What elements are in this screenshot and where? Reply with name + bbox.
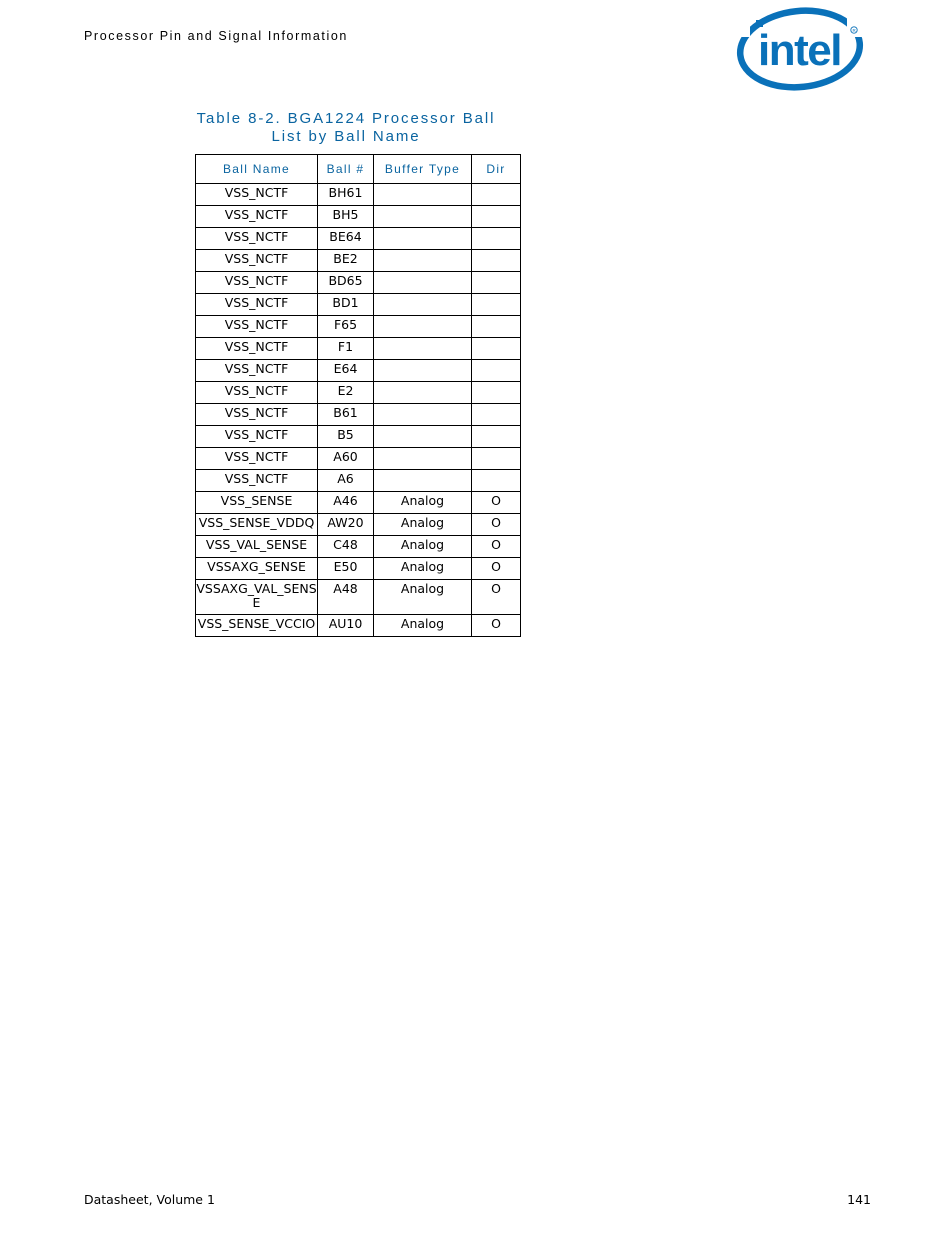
column-header-dir: Dir xyxy=(472,155,521,184)
cell-ball-number: AU10 xyxy=(318,615,374,637)
cell-dir: O xyxy=(472,558,521,580)
cell-dir xyxy=(472,404,521,426)
cell-dir: O xyxy=(472,492,521,514)
table-row xyxy=(196,294,521,316)
cell-ball-number: F1 xyxy=(318,338,374,360)
cell-ball-name: VSSAXG_SENSE xyxy=(196,558,318,580)
cell-ball-name: VSS_NCTF xyxy=(196,316,318,338)
table-caption xyxy=(195,110,497,146)
cell-ball-name: VSS_NCTF xyxy=(196,404,318,426)
table-row xyxy=(196,426,521,448)
cell-dir xyxy=(472,316,521,338)
cell-buffer-type: Analog xyxy=(374,536,472,558)
cell-ball-name: VSS_NCTF xyxy=(196,382,318,404)
cell-ball-number: BD1 xyxy=(318,294,374,316)
cell-ball-name: VSS_NCTF xyxy=(196,338,318,360)
column-header-ball-number: Ball # xyxy=(318,155,374,184)
cell-ball-number: BH61 xyxy=(318,184,374,206)
cell-ball-name: VSS_SENSE xyxy=(196,492,318,514)
table-row xyxy=(196,514,521,536)
cell-dir xyxy=(472,250,521,272)
cell-dir xyxy=(472,228,521,250)
cell-buffer-type: Analog xyxy=(374,558,472,580)
cell-ball-number: AW20 xyxy=(318,514,374,536)
cell-buffer-type xyxy=(374,470,472,492)
intel-logo xyxy=(736,7,866,93)
table-row xyxy=(196,536,521,558)
table-caption-line-2: List by Ball Name xyxy=(271,128,421,145)
table-caption-line-1: Table 8-2. BGA1224 Processor Ball xyxy=(196,110,496,127)
cell-buffer-type xyxy=(374,338,472,360)
svg-text:R: R xyxy=(852,28,856,33)
cell-dir xyxy=(472,360,521,382)
cell-buffer-type xyxy=(374,294,472,316)
table-row xyxy=(196,184,521,206)
cell-dir: O xyxy=(472,580,521,615)
cell-buffer-type: Analog xyxy=(374,514,472,536)
cell-dir xyxy=(472,426,521,448)
cell-dir xyxy=(472,184,521,206)
table-row xyxy=(196,338,521,360)
cell-ball-name: VSS_NCTF xyxy=(196,184,318,206)
cell-ball-name: VSS_NCTF xyxy=(196,360,318,382)
cell-ball-number: B5 xyxy=(318,426,374,448)
cell-ball-name: VSS_NCTF xyxy=(196,448,318,470)
cell-buffer-type xyxy=(374,316,472,338)
table-row xyxy=(196,448,521,470)
cell-ball-name: VSS_NCTF xyxy=(196,250,318,272)
cell-ball-name: VSS_SENSE_VCCIO xyxy=(196,615,318,637)
cell-ball-name: VSS_NCTF xyxy=(196,426,318,448)
cell-dir xyxy=(472,338,521,360)
cell-dir xyxy=(472,448,521,470)
table-row xyxy=(196,250,521,272)
table-row xyxy=(196,206,521,228)
cell-ball-name: VSS_NCTF xyxy=(196,228,318,250)
table-row xyxy=(196,228,521,250)
cell-ball-name: VSS_NCTF xyxy=(196,294,318,316)
cell-buffer-type xyxy=(374,382,472,404)
cell-dir xyxy=(472,206,521,228)
svg-text:intel: intel xyxy=(758,26,841,75)
cell-buffer-type: Analog xyxy=(374,492,472,514)
cell-buffer-type: Analog xyxy=(374,615,472,637)
table-body xyxy=(196,184,521,637)
cell-buffer-type xyxy=(374,206,472,228)
cell-buffer-type xyxy=(374,184,472,206)
cell-buffer-type xyxy=(374,228,472,250)
cell-dir: O xyxy=(472,536,521,558)
cell-ball-name: VSSAXG_VAL_SENSE xyxy=(196,580,318,615)
cell-ball-number: BE2 xyxy=(318,250,374,272)
footer-page-number: 141 xyxy=(847,1192,871,1207)
cell-buffer-type xyxy=(374,404,472,426)
cell-ball-name: VSS_NCTF xyxy=(196,272,318,294)
table-row xyxy=(196,360,521,382)
cell-buffer-type xyxy=(374,426,472,448)
table-header-row xyxy=(196,155,521,184)
running-header: Processor Pin and Signal Information xyxy=(84,29,348,43)
cell-ball-number: BH5 xyxy=(318,206,374,228)
cell-buffer-type xyxy=(374,448,472,470)
cell-ball-number: B61 xyxy=(318,404,374,426)
table-row xyxy=(196,580,521,615)
cell-buffer-type xyxy=(374,250,472,272)
table-row xyxy=(196,316,521,338)
cell-ball-number: E50 xyxy=(318,558,374,580)
ball-list-table xyxy=(195,154,521,637)
table-row xyxy=(196,272,521,294)
cell-ball-number: BD65 xyxy=(318,272,374,294)
table-row xyxy=(196,404,521,426)
cell-ball-number: A46 xyxy=(318,492,374,514)
cell-ball-number: E64 xyxy=(318,360,374,382)
cell-buffer-type xyxy=(374,360,472,382)
table-row xyxy=(196,558,521,580)
cell-ball-number: BE64 xyxy=(318,228,374,250)
cell-ball-number: E2 xyxy=(318,382,374,404)
table-row xyxy=(196,492,521,514)
column-header-ball-name: Ball Name xyxy=(196,155,318,184)
cell-ball-number: C48 xyxy=(318,536,374,558)
cell-dir xyxy=(472,382,521,404)
cell-dir: O xyxy=(472,514,521,536)
cell-ball-name: VSS_NCTF xyxy=(196,470,318,492)
cell-ball-number: A60 xyxy=(318,448,374,470)
cell-ball-number: A48 xyxy=(318,580,374,615)
cell-dir xyxy=(472,470,521,492)
cell-ball-name: VSS_NCTF xyxy=(196,206,318,228)
cell-ball-name: VSS_SENSE_VDDQ xyxy=(196,514,318,536)
cell-dir xyxy=(472,294,521,316)
cell-buffer-type: Analog xyxy=(374,580,472,615)
cell-dir: O xyxy=(472,615,521,637)
cell-ball-number: A6 xyxy=(318,470,374,492)
footer-document-name: Datasheet, Volume 1 xyxy=(84,1192,215,1207)
table-row xyxy=(196,382,521,404)
cell-dir xyxy=(472,272,521,294)
table-row xyxy=(196,470,521,492)
cell-buffer-type xyxy=(374,272,472,294)
cell-ball-name: VSS_VAL_SENSE xyxy=(196,536,318,558)
table-row xyxy=(196,615,521,637)
cell-ball-number: F65 xyxy=(318,316,374,338)
column-header-buffer-type: Buffer Type xyxy=(374,155,472,184)
